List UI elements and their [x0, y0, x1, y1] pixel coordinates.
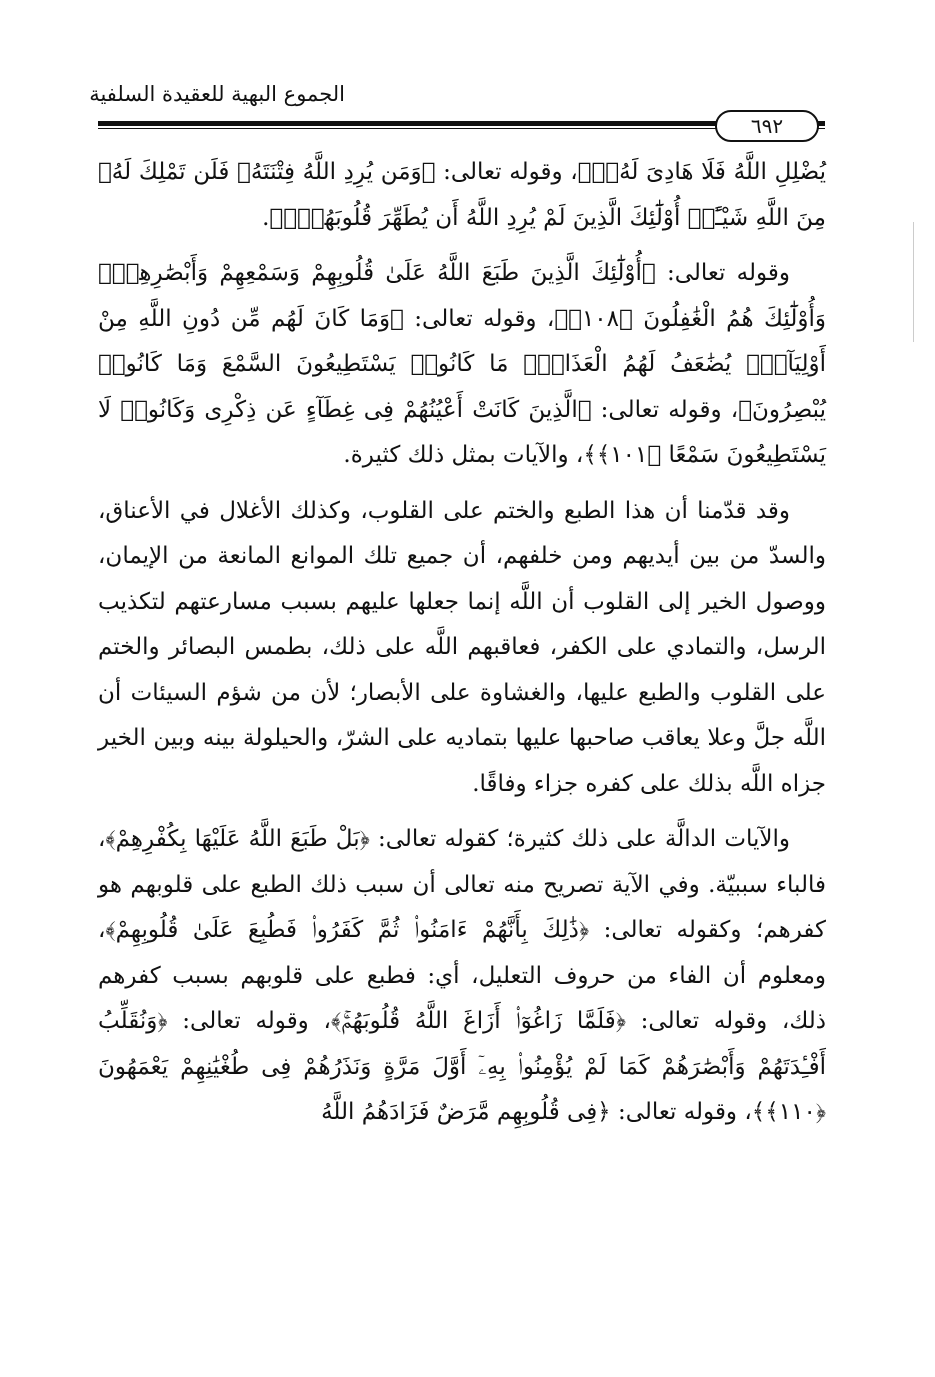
- page-number: ٦٩٢: [715, 110, 819, 142]
- page-body: [98, 150, 826, 1136]
- header-rule: [98, 112, 825, 142]
- running-header-title: الجموع البهية للعقيدة السلفية: [89, 82, 345, 106]
- scan-edge-mark: [913, 222, 914, 342]
- paragraph-1: يُضْلِلِ اللَّهُ فَلَا هَادِىَ لَهُۥۚ﴾، وقوله تعالى: ﴿وَمَن يُرِدِ اللَّهُ فِتْنَتَهُۥ فَلَن تَمْلِكَ لَهُۥ مِنَ اللَّهِ شَيْـًٔاۚ أُوْلَٰٓئِكَ الَّذِينَ لَمْ يُرِدِ اللَّهُ أَن يُطَهِّرَ قُلُوبَهُمْۚ﴾.: [98, 159, 826, 231]
- paragraph-4: والآيات الدالَّة على ذلك كثيرة؛ كقوله تعالى: ﴿بَلْ طَبَعَ اللَّهُ عَلَيْهَا بِكُفْرِهِمْ﴾، فالباء سببيّة. وفي الآية تصريح منه تعالى أن سبب ذلك الطبع على قلوبهم هو كفرهم؛ وكقوله تعالى: ﴿ذَٰلِكَ بِأَنَّهُمْ ءَامَنُوا۟ ثُمَّ كَفَرُوا۟ فَطُبِعَ عَلَىٰ قُلُوبِهِمْ﴾، ومعلوم أن الفاء من حروف التعليل، أي: فطبع على قلوبهم بسبب كفرهم ذلك، وقوله تعالى: ﴿فَلَمَّا زَاغُوٓا۟ أَزَاغَ اللَّهُ قُلُوبَهُمْۚ﴾، وقوله تعالى: ﴿وَنُقَلِّبُ أَفْـِٔدَتَهُمْ وَأَبْصَٰرَهُمْ كَمَا لَمْ يُؤْمِنُوا۟ بِهِۦٓ أَوَّلَ مَرَّةٍ وَنَذَرُهُمْ فِى طُغْيَٰنِهِمْ يَعْمَهُونَ ﴿١١٠﴾﴾، وقوله تعالى: ﴿فِى قُلُوبِهِم مَّرَضٌ فَزَادَهُمُ اللَّهُ: [98, 826, 826, 1125]
- paragraph-2: وقوله تعالى: ﴿أُوْلَٰٓئِكَ الَّذِينَ طَبَعَ اللَّهُ عَلَىٰ قُلُوبِهِمْ وَسَمْعِهِمْ وَأَبْصَٰرِهِمْۖ وَأُوْلَٰٓئِكَ هُمُ الْغَٰفِلُونَ ﴿١٠٨﴾﴾، وقوله تعالى: ﴿وَمَا كَانَ لَهُم مِّن دُونِ اللَّهِ مِنْ أَوْلِيَآءَۘ يُضَٰعَفُ لَهُمُ الْعَذَابُۚ مَا كَانُوا۟ يَسْتَطِيعُونَ السَّمْعَ وَمَا كَانُوا۟ يُبْصِرُونَ﴾، وقوله تعالى: ﴿الَّذِينَ كَانَتْ أَعْيُنُهُمْ فِى غِطَآءٍ عَن ذِكْرِى وَكَانُوا۟ لَا يَسْتَطِيعُونَ سَمْعًا ﴿١٠١﴾﴾، والآيات بمثل ذلك كثيرة.: [98, 260, 826, 468]
- paragraph-3: وقد قدّمنا أن هذا الطبع والختم على القلوب، وكذلك الأغلال في الأعناق، والسدّ من بين أيديهم ومن خلفهم، أن جميع تلك الموانع المانعة من الإيمان، ووصول الخير إلى القلوب أن اللَّه إنما جعلها عليهم بسبب مسارعتهم لتكذيب الرسل، والتمادي على الكفر، فعاقبهم اللَّه على ذلك، بطمس البصائر والختم على القلوب والطبع عليها، والغشاوة على الأبصار؛ لأن من شؤم السيئات أن اللَّه جلَّ وعلا يعاقب صاحبها عليها بتماديه على الشرّ، والحيلولة بينه وبين الخير جزاه اللَّه بذلك على كفره جزاء وفاقًا.: [98, 497, 826, 797]
